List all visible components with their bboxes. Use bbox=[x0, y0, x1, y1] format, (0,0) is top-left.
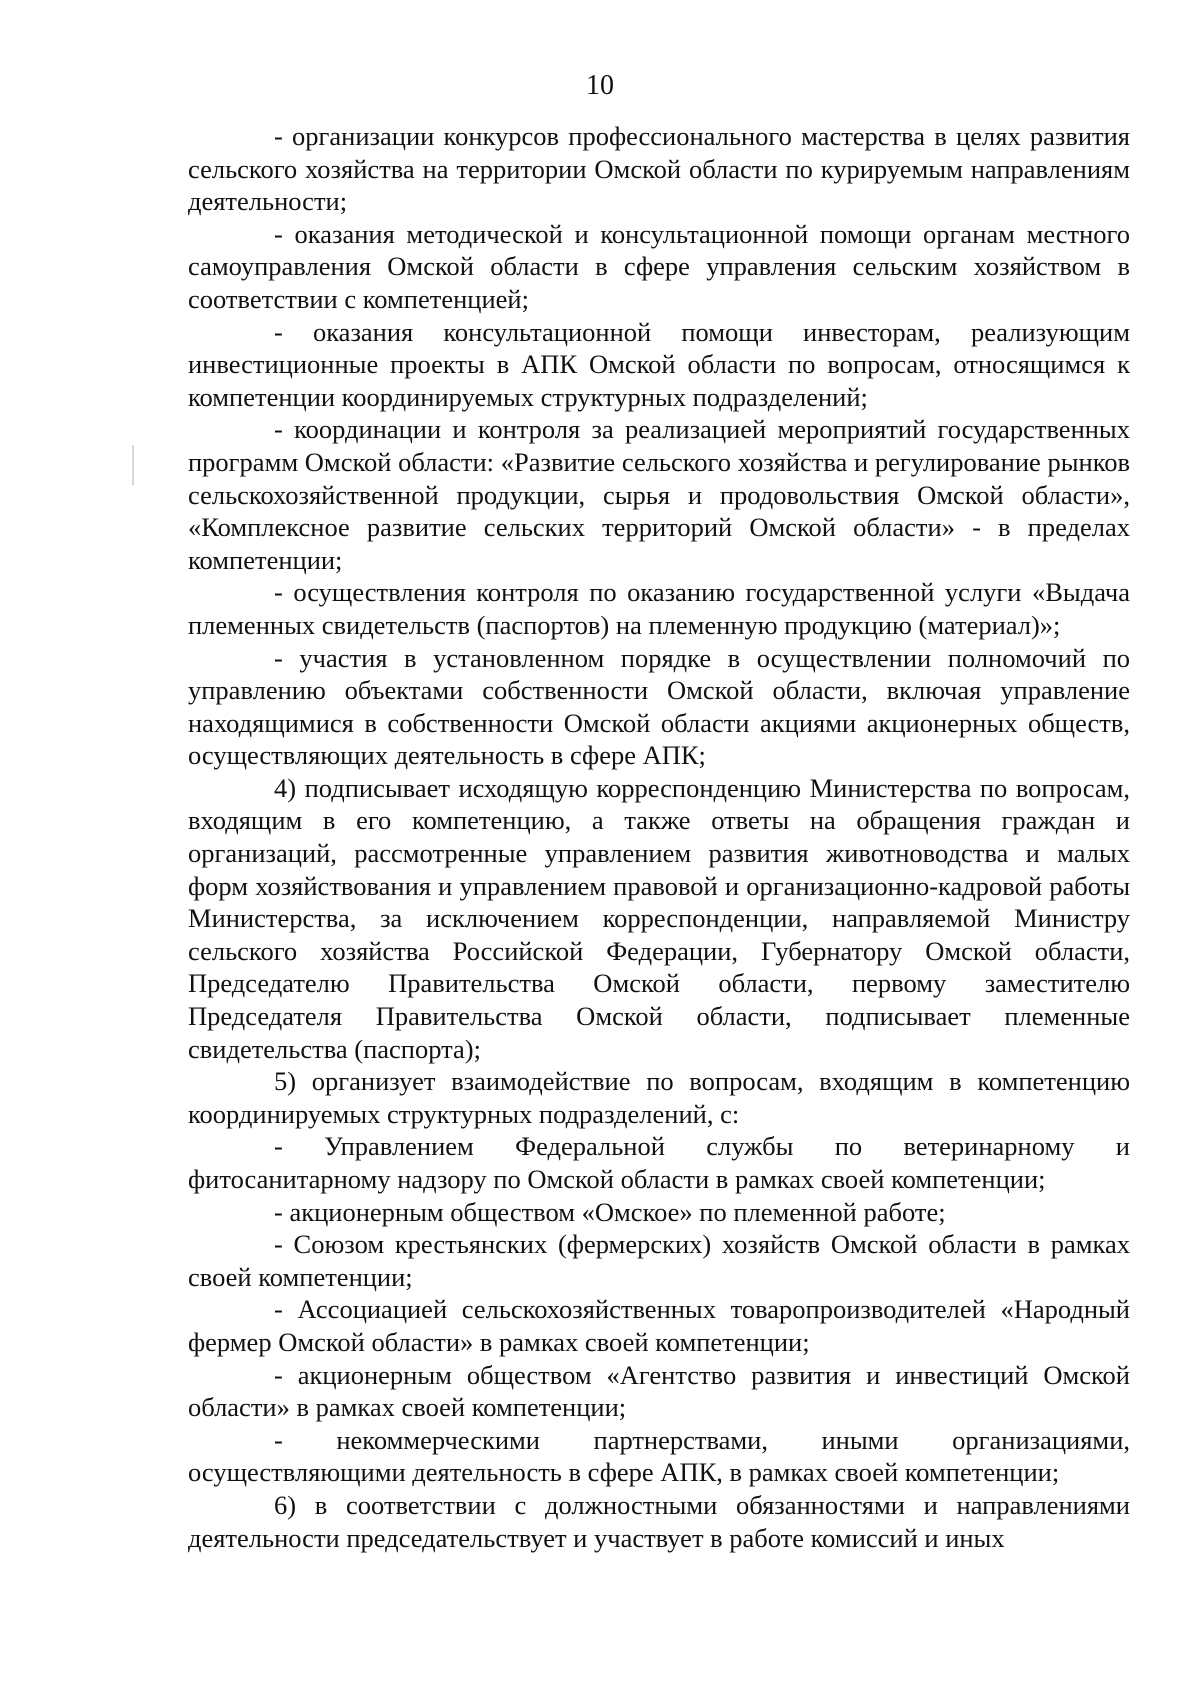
page-number: 10 bbox=[586, 70, 614, 101]
paragraph: 4) подписывает исходящую корреспонденцию Министерства по вопросам, входящим в его компетенцию, а также ответы на обращения граждан и организаций, рассмотренные управлением развития животноводства и малых форм хозяйствования и управлением правовой и организационно-кадровой работы Министерства, за исключением корреспонденции, направляемой Министру сельского хозяйства Российской Федерации, Губернатору Омской области, Председателю Правительства Омской области, первому заместителю Председателя Правительства Омской области, подписывает племенные свидетельства (паспорта); bbox=[188, 772, 1130, 1064]
paragraph: 6) в соответствии с должностными обязанностями и направлениями деятельности председательствует и участвует в работе комиссий и иных bbox=[188, 1489, 1130, 1553]
paragraph: - Ассоциацией сельскохозяйственных товаропроизводителей «Народный фермер Омской области» в рамках своей компетенции; bbox=[188, 1294, 1130, 1357]
scan-margin-mark bbox=[132, 445, 134, 485]
paragraph: - оказания методической и консультационной помощи органам местного самоуправления Омской области в сфере управления сельским хозяйством в соответствии с компетенцией; bbox=[188, 218, 1130, 314]
paragraph: - акционерным обществом «Агентство развития и инвестиций Омской области» в рамках своей компетенции; bbox=[188, 1359, 1130, 1423]
paragraph: - Управлением Федеральной службы по ветеринарному и фитосанитарному надзору по Омской области в рамках своей компетенции; bbox=[188, 1131, 1130, 1194]
paragraph: - оказания консультационной помощи инвесторам, реализующим инвестиционные проекты в АПК Омской области по вопросам, относящимся к компетенции координируемых структурных подразделений; bbox=[188, 316, 1130, 412]
paragraph: - организации конкурсов профессионального мастерства в целях развития сельского хозяйства на территории Омской области по курируемым направлениям деятельности; bbox=[188, 121, 1130, 217]
paragraph: - некоммерческими партнерствами, иными организациями, осуществляющими деятельность в сфере АПК, в рамках своей компетенции; bbox=[188, 1424, 1130, 1488]
paragraph: - координации и контроля за реализацией мероприятий государственных программ Омской области: «Развитие сельского хозяйства и регулирование рынков сельскохозяйственной продукции, сырья и продовольствия Омской области», «Комплексное развитие сельских территорий Омской области» - в пределах компетенции; bbox=[188, 414, 1130, 575]
document-body bbox=[188, 120, 1130, 1554]
paragraph: - акционерным обществом «Омское» по племенной работе; bbox=[274, 1196, 946, 1227]
paragraph: - участия в установленном порядке в осуществлении полномочий по управлению объектами собственности Омской области, включая управление находящимися в собственности Омской области акциями акционерных обществ, осуществляющих деятельность в сфере АПК; bbox=[188, 642, 1130, 771]
paragraph: - осуществления контроля по оказанию государственной услуги «Выдача племенных свидетельств (паспортов) на племенную продукцию (материал)»; bbox=[188, 577, 1130, 640]
paragraph: 5) организует взаимодействие по вопросам, входящим в компетенцию координируемых структурных подразделений, с: bbox=[188, 1066, 1130, 1129]
paragraph: - Союзом крестьянских (фермерских) хозяйств Омской области в рамках своей компетенции; bbox=[188, 1229, 1130, 1292]
